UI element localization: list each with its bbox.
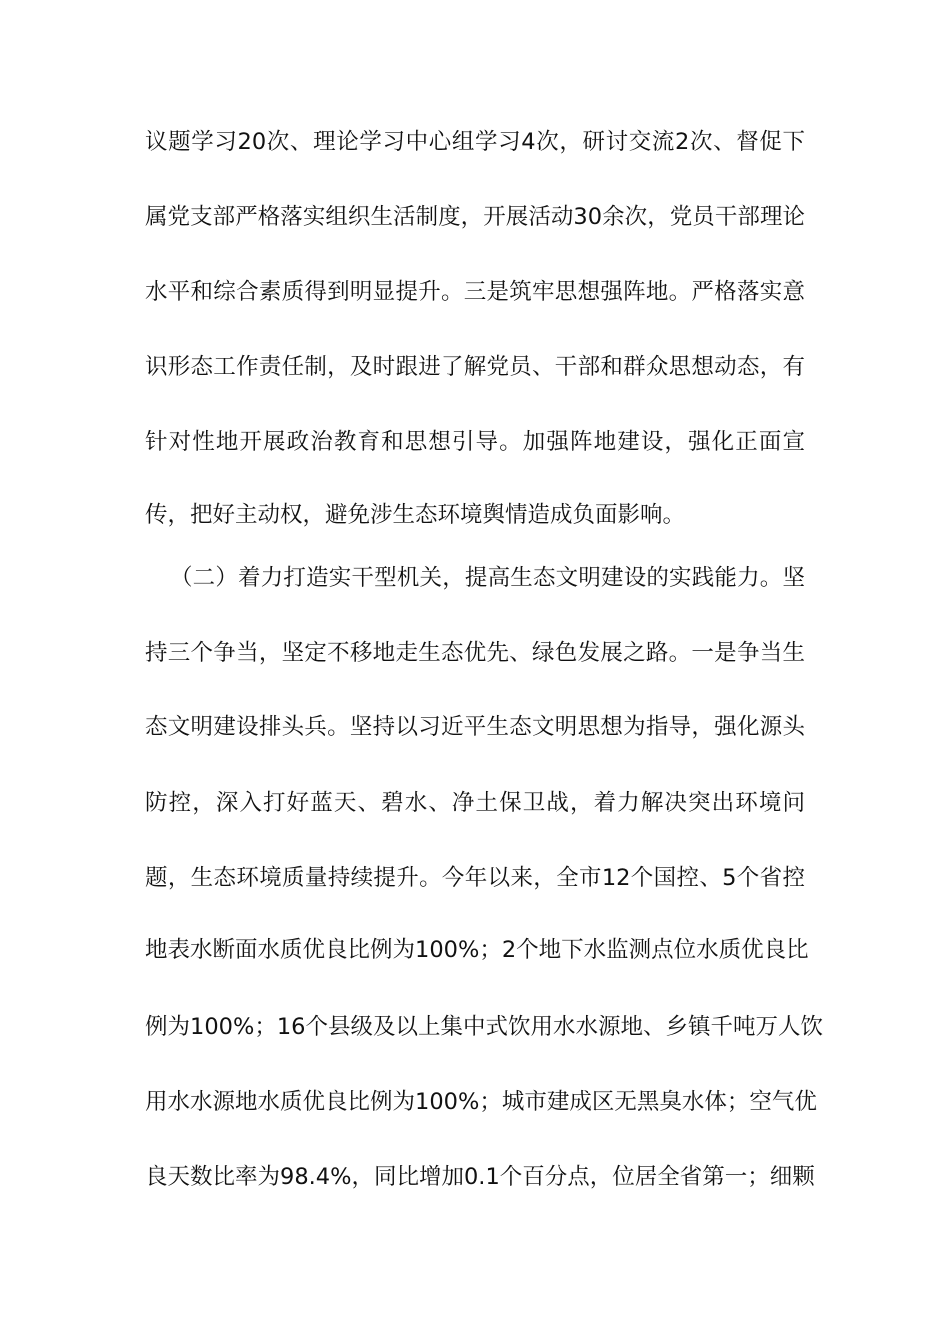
text-line: 用水水源地水质优良比例为100%；城市建成区无黑臭水体；空气优 — [145, 1089, 817, 1115]
text-line: 良天数比率为98.4%，同比增加0.1个百分点，位居全省第一；细颗 — [145, 1164, 815, 1190]
text-line: 传，把好主动权，避免涉生态环境舆情造成负面影响。 — [145, 502, 686, 528]
text-line: 防控，深入打好蓝天、碧水、净土保卫战，着力解决突出环境问 — [145, 790, 805, 816]
text-line: 持三个争当，坚定不移地走生态优先、绿色发展之路。一是争当生 — [145, 640, 805, 666]
text-line: 地表水断面水质优良比例为100%；2个地下水监测点位水质优良比 — [145, 937, 809, 963]
text-line: 态文明建设排头兵。坚持以习近平生态文明思想为指导，强化源头 — [145, 714, 805, 740]
text-line: 识形态工作责任制，及时跟进了解党员、干部和群众思想动态，有 — [145, 354, 805, 380]
text-line: 议题学习20次、理论学习中心组学习4次，研讨交流2次、督促下 — [145, 129, 805, 155]
text-line: 例为100%；16个县级及以上集中式饮用水水源地、乡镇千吨万人饮 — [145, 1014, 823, 1040]
text-line: （二）着力打造实干型机关，提高生态文明建设的实践能力。坚 — [170, 565, 805, 591]
text-line: 题，生态环境质量持续提升。今年以来，全市12个国控、5个省控 — [145, 865, 805, 891]
text-line: 属党支部严格落实组织生活制度，开展活动30余次，党员干部理论 — [145, 204, 805, 230]
text-line: 水平和综合素质得到明显提升。三是筑牢思想强阵地。严格落实意 — [145, 279, 805, 305]
text-line: 针对性地开展政治教育和思想引导。加强阵地建设，强化正面宣 — [145, 429, 805, 455]
